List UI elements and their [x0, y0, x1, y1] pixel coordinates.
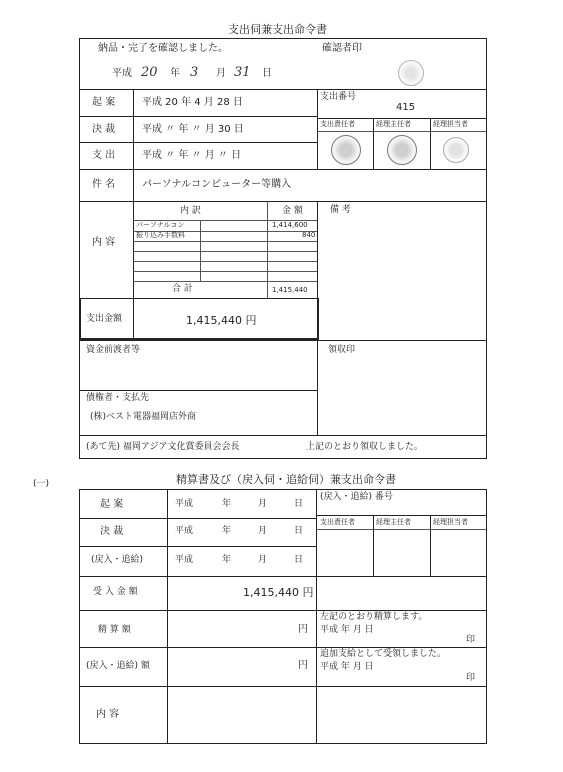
divider — [79, 647, 487, 648]
day-unit: 日 — [294, 499, 304, 509]
divider — [430, 118, 431, 169]
divider — [316, 489, 317, 744]
divider — [430, 515, 431, 576]
settle-note: 左記のとおり精算します。 — [320, 612, 428, 622]
divider — [79, 546, 316, 547]
month-unit: 月 — [258, 555, 268, 565]
year-unit: 年 — [222, 499, 232, 509]
modori-seal-mark: 印 — [466, 673, 476, 683]
addressee: (あて先) 福岡アジア文化賞委員会会長 — [86, 442, 240, 452]
divider — [133, 261, 317, 262]
content-label-2: 内 容 — [96, 709, 120, 720]
modori-amount-label: (戻入・追給) 額 — [86, 661, 150, 671]
era-label: 平成 — [175, 555, 194, 565]
chief-seal-stamp — [387, 135, 417, 165]
divider — [133, 281, 317, 282]
kian-date: 平成 20 年 4 月 28 日 — [142, 97, 243, 108]
modori-date: 平成 年 月 日 — [320, 662, 374, 672]
divider — [79, 201, 487, 202]
delivery-confirm-text: 納品・完了を確認しました。 — [98, 43, 228, 54]
payee-name: (株)ベスト電器福岡店外商 — [90, 412, 197, 422]
year-unit: 年 — [222, 526, 232, 536]
role-clerk-2: 経理担当者 — [433, 518, 468, 526]
modori-no-label: (戻入・追給) 番号 — [320, 492, 393, 502]
role-responsible-2: 支出責任者 — [320, 518, 355, 526]
month-unit: 月 — [258, 526, 268, 536]
total-label: 合 計 — [172, 284, 193, 294]
role-chief-2: 経理主任者 — [376, 518, 411, 526]
expense-amount: 1,415,440 円 — [186, 314, 257, 327]
divider — [79, 142, 317, 143]
clerk-seal-stamp — [443, 137, 469, 163]
divider — [317, 340, 318, 435]
divider — [133, 89, 134, 169]
day-unit: 日 — [294, 555, 304, 565]
item-amount: 840 — [302, 231, 316, 239]
divider — [133, 251, 317, 252]
confirm-day: 31 — [234, 65, 251, 80]
confirm-year-unit: 年 — [170, 68, 180, 79]
form2-title: 精算書及び（戻入伺・追給伺）兼支出命令書 — [176, 473, 396, 486]
subject-label: 件 名 — [92, 179, 116, 190]
divider — [79, 518, 316, 519]
expense-no: 415 — [396, 102, 416, 113]
item-amount: 1,414,600 — [272, 221, 308, 229]
confirmer-seal-label: 確認者印 — [322, 43, 362, 54]
divider — [133, 169, 134, 201]
modori-yen: 円 — [298, 660, 308, 671]
modori-note: 追加支給として受領しました。 — [320, 649, 447, 659]
divider — [133, 241, 317, 242]
role-chief: 経理主任者 — [376, 120, 411, 128]
total-amount: 1,415,440 — [272, 286, 308, 294]
shishutsu-date: 平成 〃 年 〃 月 〃 日 — [142, 150, 242, 161]
shishutsu-label: 支 出 — [92, 150, 116, 161]
year-unit: 年 — [222, 555, 232, 565]
amount-header: 金 額 — [282, 206, 303, 216]
modori-label-2: (戻入・追給) — [91, 555, 144, 565]
side-mark: (一) — [33, 479, 50, 489]
received-amount-label: 受 入 金 額 — [93, 587, 138, 597]
divider — [79, 169, 487, 170]
settle-date: 平成 年 月 日 — [320, 625, 374, 635]
breakdown-header: 内 訳 — [180, 206, 201, 216]
era-label: 平成 — [175, 526, 194, 536]
payee-label: 債権者・支払先 — [86, 393, 150, 403]
divider — [267, 201, 268, 298]
content-label: 内 容 — [92, 237, 116, 248]
role-clerk: 経理担当者 — [433, 120, 468, 128]
item-name: 振り込み手数料 — [136, 231, 185, 239]
remarks-label: 備 考 — [330, 205, 351, 215]
responsible-seal-stamp — [331, 135, 361, 165]
settle-yen: 円 — [298, 624, 308, 635]
confirm-year: 20 — [141, 65, 158, 80]
receipt-label: 領収印 — [328, 345, 356, 355]
divider — [316, 529, 487, 530]
day-unit: 日 — [294, 526, 304, 536]
advance-label: 資金前渡者等 — [86, 345, 141, 355]
divider — [133, 271, 317, 272]
kian-label: 起 案 — [92, 97, 116, 108]
divider — [79, 116, 317, 117]
settle-seal-mark: 印 — [466, 635, 476, 645]
expense-no-label: 支出番号 — [320, 92, 357, 102]
divider — [317, 118, 487, 119]
form1-title: 支出伺兼支出命令書 — [228, 23, 327, 36]
received-note: 上記のとおり領収しました。 — [306, 442, 424, 452]
kessai-date: 平成 〃 年 〃 月 30 日 — [142, 124, 244, 135]
divider — [317, 201, 318, 298]
divider — [317, 131, 487, 132]
era-label: 平成 — [175, 499, 194, 509]
confirm-month: 3 — [190, 65, 199, 80]
divider — [79, 576, 487, 577]
kessai-label-2: 決 裁 — [100, 526, 124, 537]
settle-label: 精 算 額 — [98, 625, 131, 635]
confirm-day-unit: 日 — [262, 68, 272, 79]
received-amount: 1,415,440 円 — [243, 586, 314, 599]
confirmer-seal-stamp — [398, 60, 424, 86]
expense-amount-label: 支出金額 — [86, 314, 123, 324]
divider — [373, 118, 374, 169]
divider — [317, 89, 318, 169]
item-name: パーソナルコン — [136, 221, 185, 229]
divider — [167, 489, 168, 744]
role-responsible: 支出責任者 — [320, 120, 355, 128]
confirm-month-unit: 月 — [216, 68, 226, 79]
kian-label-2: 起 案 — [100, 499, 124, 510]
divider — [79, 610, 487, 611]
divider — [79, 686, 487, 687]
divider — [79, 340, 487, 341]
divider — [316, 515, 487, 516]
divider — [79, 390, 317, 391]
divider — [79, 435, 487, 436]
divider — [133, 201, 134, 298]
divider — [373, 515, 374, 576]
month-unit: 月 — [258, 499, 268, 509]
kessai-label: 決 裁 — [92, 124, 116, 135]
divider — [79, 89, 487, 90]
confirm-era: 平成 — [112, 68, 132, 79]
subject-text: パーソナルコンピューター等購入 — [142, 179, 292, 190]
